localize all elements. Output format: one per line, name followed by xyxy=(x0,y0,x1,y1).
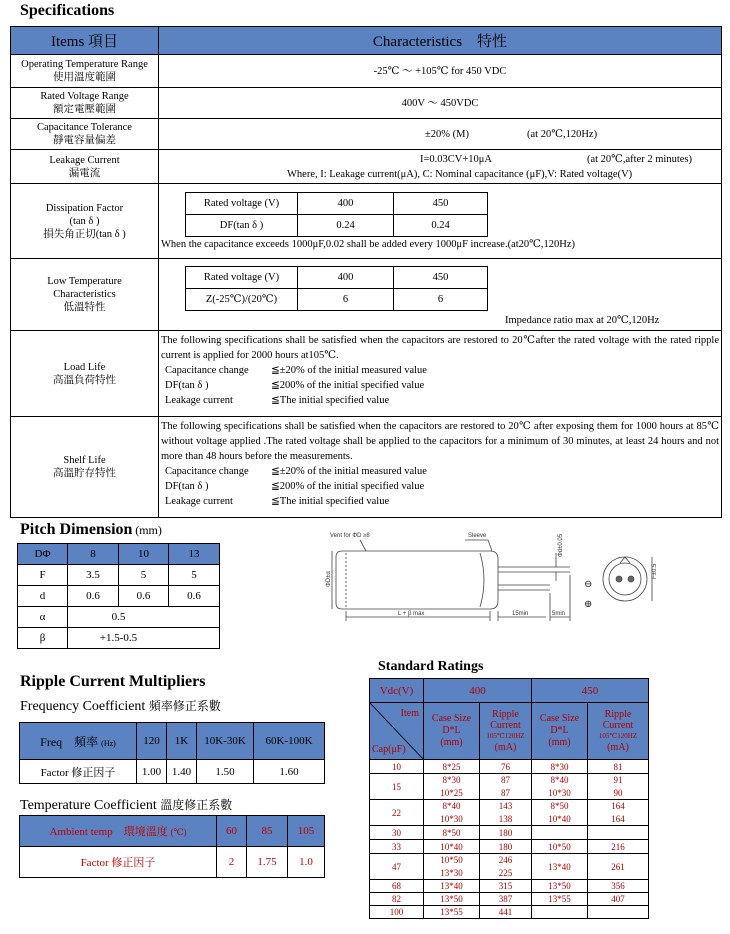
f-tolerance-label: F±0.5 xyxy=(652,563,658,579)
minus-icon: ⊖ xyxy=(584,579,593,590)
ratings-header-row: Item Cap(μF) Case Size D*L (mm) Ripple Current 105℃120HZ (mA) Case Size D*L (mm) Ripple Current 105℃120HZ (mA) xyxy=(370,703,649,760)
ratings-row: 22 8*40 143 8*50 164 xyxy=(370,800,649,813)
pitch-row-d: d 0.6 0.6 0.6 xyxy=(18,586,220,607)
voltage-value: 400V ～ 450VDC xyxy=(159,88,722,119)
pitch-row-beta: β +1.5-0.5 xyxy=(18,628,220,649)
ratings-row: 30 8*50 180 xyxy=(370,826,649,840)
dissipation-label: Dissipation Factor (tan δ ) 損失角正切(tan δ ) xyxy=(11,184,159,259)
ratings-row: 68 13*40 315 13*50 356 xyxy=(370,880,649,893)
ratings-row: 100 13*55 441 xyxy=(370,906,649,919)
frequency-coefficient-table xyxy=(19,722,325,784)
ratings-row: 15 8*30 87 8*40 91 xyxy=(370,774,649,787)
loadlife-value: The following specifications shall be satisfied when the capacitors are restored to 20℃after the rated voltage with the rated ripple current is applied for 2000 hours at105℃. Capacitance change ≦±20% of the initial measured value DF(tan δ ) ≦200% of the initial specified value Leakage current ≦The initial specified value xyxy=(159,331,722,417)
tolerance-value: ±20% (M) (at 20℃,120Hz) xyxy=(159,119,722,150)
capacitor-dimension-diagram xyxy=(320,523,675,633)
sleeve-label: Sleeve xyxy=(468,533,487,539)
pitch-row-alpha: α 0.5 xyxy=(18,607,220,628)
ratings-row: 10*25 87 10*30 90 xyxy=(370,787,649,800)
phid-label: ΦD±α xyxy=(326,571,332,587)
loadlife-label: Load Life 高溫負荷特性 xyxy=(11,331,159,417)
temp-head-row: Ambient temp 環境溫度 (℃) 60 85 105 xyxy=(20,816,325,847)
pitch-head-row: DΦ 8 10 13 xyxy=(18,544,220,565)
freq-coefficient-title: Frequency Coefficient 頻率修正系數 xyxy=(20,699,221,714)
specifications-title: Specifications xyxy=(20,2,115,19)
plus-icon: ⊕ xyxy=(584,599,593,610)
ratings-row: 10*30 138 10*40 164 xyxy=(370,813,649,826)
leakage-value: I=0.03CV+10μA (at 20℃,after 2 minutes) Where, I: Leakage current(μA), C: Nominal capacitance (μF),V: Rated voltage(V) xyxy=(159,150,722,184)
ripple-title: Ripple Current Multipliers xyxy=(20,673,206,690)
ratings-voltage-row: Vdc(V) 400 450 xyxy=(370,679,649,703)
ratings-row: 82 13*50 387 13*55 407 xyxy=(370,893,649,906)
dissipation-value: Rated voltage (V) 400 450 DF(tan δ ) 0.24 0.24 When the capacitance exceeds 1000μF,0.02 shall be added every 1000μF increase.(at20℃,120Hz) xyxy=(159,184,722,259)
5min-label: 5min xyxy=(552,611,566,617)
specifications-table xyxy=(10,26,722,518)
length-label: L + β max xyxy=(398,611,425,617)
ratings-row: 13*30 225 xyxy=(370,867,649,880)
temp-label: Operating Temperature Range 使用溫度範圍 xyxy=(11,55,159,88)
vent-label: Vent for ΦD ≥8 xyxy=(330,533,370,539)
freq-factor-row: Factor 修正因子 1.00 1.40 1.50 1.60 xyxy=(20,760,325,784)
15min-label: 15min xyxy=(512,611,529,617)
voltage-label: Rated Voltage Range 額定電壓範圍 xyxy=(11,88,159,119)
items-header: Items 項目 xyxy=(11,27,159,55)
temp-coefficient-title: Temperature Coefficient 溫度修正系數 xyxy=(20,798,233,813)
lowtemp-value: Rated voltage (V) 400 450 Z(-25℃)/(20℃) 6 6 Impedance ratio max at 20℃,120Hz xyxy=(159,259,722,331)
pitch-title: Pitch Dimension (mm) xyxy=(20,521,162,538)
characteristics-header: Characteristics 特性 xyxy=(159,27,722,55)
phidd-label: Φd±0.05 xyxy=(558,533,564,557)
shelflife-value: The following specifications shall be satisfied when the capacitors are restored to 20℃ after exposing them for 1000 hours at 85℃ without voltage applied .The rated voltage shall be applied to the capacitors for a minimum of 30 minutes, at least 24 hours and not more than 48 hours before the measurements. Capacitance change ≦±20% of the initial measured value DF(tan δ ) ≦200% of the initial specified value Leakage current ≦The initial specified value xyxy=(159,417,722,518)
pitch-row-f: F 3.5 5 5 xyxy=(18,565,220,586)
lowtemp-table: Rated voltage (V) 400 450 Z(-25℃)/(20℃) 6 6 xyxy=(185,266,488,311)
ratings-row: 10 8*25 76 8*30 81 xyxy=(370,760,649,774)
standard-ratings-title: Standard Ratings xyxy=(378,659,484,674)
item-cap-cell: Item Cap(μF) xyxy=(370,703,424,760)
temperature-coefficient-table xyxy=(19,815,325,878)
temp-factor-row: Factor 修正因子 2 1.75 1.0 xyxy=(20,847,325,878)
dissipation-table: Rated voltage (V) 400 450 DF(tan δ ) 0.24 0.24 xyxy=(185,192,488,237)
ratings-row: 33 10*40 180 10*50 216 xyxy=(370,840,649,854)
pitch-table xyxy=(17,543,220,649)
standard-ratings-table xyxy=(369,678,649,919)
shelflife-label: Shelf Life 高溫貯存特性 xyxy=(11,417,159,518)
tolerance-label: Capacitance Tolerance 靜電容量偏差 xyxy=(11,119,159,150)
temp-value: -25℃ ～ +105℃ for 450 VDC xyxy=(159,55,722,88)
ratings-row: 47 10*50 246 13*40 261 xyxy=(370,854,649,867)
leakage-label: Leakage Current 漏電流 xyxy=(11,150,159,184)
lowtemp-label: Low Temperature Characteristics 低溫特性 xyxy=(11,259,159,331)
freq-head-row: Freq 頻率 (Hz) 120 1K 10K-30K 60K-100K xyxy=(20,723,325,760)
